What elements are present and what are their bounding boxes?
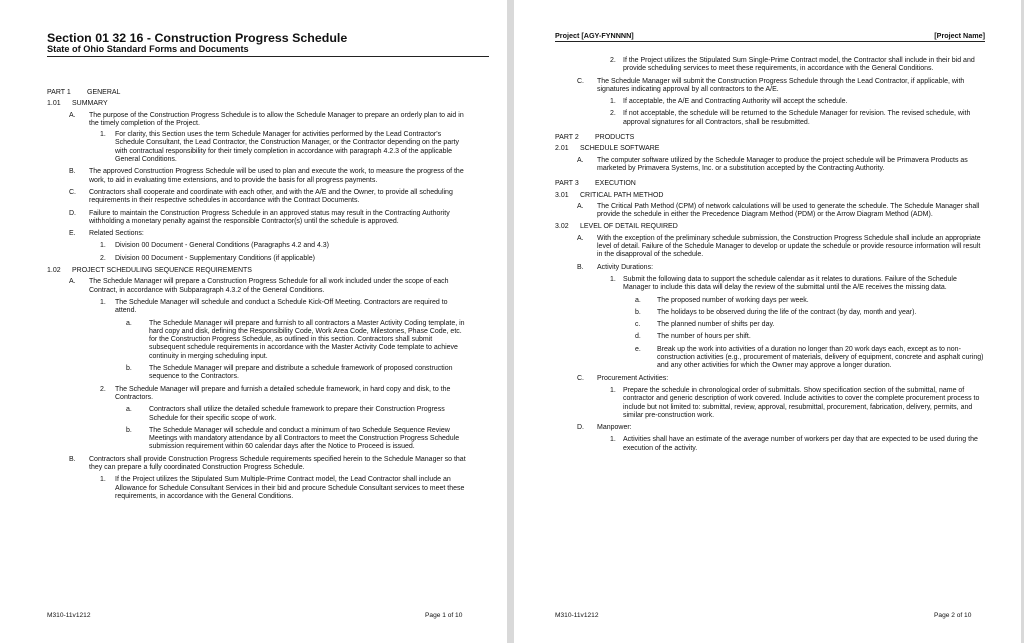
paragraph-text: LEVEL OF DETAIL REQUIRED [580, 223, 678, 231]
paragraph-text: GENERAL [87, 89, 121, 96]
paragraph-number: D. [69, 209, 76, 217]
paragraph [555, 57, 985, 74]
paragraph-text: Procurement Activities: [597, 374, 669, 382]
page-1-footer-page-number: Page 1 of 10 [425, 612, 463, 619]
page-2-footer-code: M310-11v1212 [555, 612, 599, 619]
section-heading [555, 145, 985, 153]
paragraph-text: EXECUTION [595, 180, 636, 188]
paragraph-number: d. [635, 333, 641, 341]
paragraph [47, 255, 467, 263]
paragraph [555, 309, 985, 317]
paragraph-number: 1. [100, 242, 106, 250]
paragraph-number: 2. [610, 110, 616, 118]
paragraph-text: If not acceptable, the schedule will be returned to the Schedule Manager for revision. The revised schedule, with approval signatures for all Contractors, shall be resubmitted. [623, 110, 971, 126]
paragraph-number: 1. [100, 131, 106, 139]
paragraph-text: The Schedule Manager will schedule and conduct a minimum of two Schedule Sequence Review Meetings with mandatory attendance by all Contractors to meet the Construction Progress Schedule submission requirement within 60 calendar days after the Notice to Proceed is issued. [149, 426, 460, 451]
paragraph [555, 424, 985, 432]
paragraph-number: 1. [100, 476, 106, 484]
part-heading [47, 89, 467, 97]
paragraph-text: The Schedule Manager will prepare a Construction Progress Schedule for all work included under the scope of each Contract, in accordance with Subparagraph 4.3.2 of the General Conditions. [89, 278, 449, 294]
paragraph-text: The purpose of the Construction Progress Schedule is to allow the Schedule Manager to prepare an orderly plan to aid in the timely completion of the Project. [89, 111, 464, 127]
paragraph-text: Related Sections: [89, 230, 144, 238]
paragraph-text: Failure to maintain the Construction Progress Schedule in an approved status may result in the Contracting Authority withholding a monetary penalty against the responsible Contractor(s) until the schedule is approved. [89, 209, 450, 225]
paragraph-text: The Schedule Manager will schedule and conduct a Schedule Kick-Off Meeting. Contractors are required to attend. [115, 298, 448, 315]
paragraph-number: 2. [610, 57, 616, 64]
section-heading [47, 100, 467, 108]
paragraph-number: A. [69, 111, 76, 119]
paragraph [47, 386, 467, 403]
paragraph [47, 242, 467, 250]
paragraph-number: b. [635, 308, 641, 316]
paragraph-number: e. [635, 345, 641, 353]
page-1-footer-code: M310-11v1212 [47, 612, 91, 619]
section-heading [47, 267, 467, 275]
page-2-body [555, 57, 985, 453]
paragraph-number: A. [69, 278, 76, 286]
paragraph-text: If the Project utilizes the Stipulated Sum Multiple-Prime Contract model, the Lead Contractor shall include an Allowance for Schedule Consultant Services in their bid and procure Schedule Consultant services to meet these requirements, in accordance with the General Conditions. [115, 476, 465, 500]
paragraph [555, 333, 985, 341]
paragraph-number: a. [126, 406, 132, 414]
paragraph-number: C. [69, 188, 76, 196]
paragraph-text: With the exception of the preliminary schedule submission, the Construction Progress Schedule shall include an appropriate level of detail. Failure of the Schedule Manager to develop or update the schedule or provide resource information will result in the disapproval of the schedule. [597, 234, 981, 259]
paragraph [555, 98, 985, 106]
paragraph [47, 189, 467, 206]
paragraph-text: The approved Construction Progress Schedule will be used to plan and execute the work, to measure the progress of the work, to aid in evaluating time extensions, and to provide the basis for all progress payments. [89, 168, 464, 184]
paragraph-text: The proposed number of working days per week. [657, 296, 809, 304]
paragraph-text: The Critical Path Method (CPM) of network calculations will be used to generate the schedule. The Schedule Manager shall provide the schedule in either the Precedence Diagram Method (PDM) or the Arrow Diagram Method (ADM). [597, 202, 980, 219]
paragraph-text: If acceptable, the A/E and Contracting Authority will accept the schedule. [623, 98, 848, 106]
paragraph [555, 203, 985, 220]
title-divider [47, 56, 489, 57]
paragraph-number: C. [577, 374, 584, 382]
paragraph-text: Contractors shall provide Construction Progress Schedule requirements specified herein to the Schedule Manager so that they can prepare a fully coordinated Construction Progress Schedule. [89, 455, 466, 471]
paragraph-number: c. [635, 321, 641, 329]
paragraph [555, 157, 985, 174]
paragraph-text: The Schedule Manager will prepare and distribute a schedule framework of proposed construction sequence to the Contractors. [149, 365, 453, 381]
paragraph-text: Contractors shall utilize the detailed schedule framework to prepare their Construction Progress Schedule for their specific scope of work. [149, 406, 445, 422]
paragraph-number: 1. [610, 98, 616, 106]
section-subtitle: State of Ohio Standard Forms and Documents [47, 44, 249, 54]
project-number: Project [AGY-FYNNNN] [555, 31, 634, 40]
paragraph [555, 321, 985, 329]
paragraph-number: 1. [610, 436, 616, 444]
part-heading [555, 134, 985, 142]
paragraph-text: CRITICAL PATH METHOD [580, 191, 664, 199]
paragraph [555, 264, 985, 272]
paragraph-number: E. [69, 230, 76, 238]
paragraph-number: a. [126, 319, 132, 327]
project-name: [Project Name] [934, 31, 985, 40]
paragraph [555, 375, 985, 383]
paragraph [47, 299, 467, 316]
paragraph [47, 230, 467, 238]
paragraph [47, 210, 467, 227]
paragraph [555, 436, 985, 453]
paragraph-number: D. [577, 424, 584, 432]
paragraph-text: The holidays to be observed during the life of the contract (by day, month and year). [657, 308, 917, 316]
paragraph [555, 297, 985, 305]
section-title: Section 01 32 16 - Construction Progress Schedule [47, 31, 348, 45]
paragraph-text: Submit the following data to support the schedule calendar as it relates to durations. Failure of the Schedule Manager to include this data will delay the review of the submittal until the A/E receives the missing data. [623, 275, 957, 292]
part-heading [555, 180, 985, 188]
page-2 [514, 0, 1021, 643]
paragraph-text: The Schedule Manager will prepare and furnish a detailed schedule framework, in hard copy and disk, to the Contractors. [115, 385, 451, 401]
paragraph-number: 2. [100, 385, 106, 393]
paragraph [47, 427, 467, 452]
paragraph-number: C. [577, 77, 584, 85]
paragraph-number: A. [577, 156, 584, 164]
paragraph [47, 131, 467, 164]
paragraph [555, 235, 985, 260]
paragraph [47, 456, 467, 473]
paragraph-text: Division 00 Document - Supplementary Conditions (if applicable) [115, 254, 315, 262]
paragraph-number: PART 1 [47, 89, 71, 96]
paragraph-text: For clarity, this Section uses the term Schedule Manager for activities performed by the Lead Contractor's Schedule Consultant, the Lead Contractor, the Construction Manager, or the Contractor depending on the party with contractual responsibility for their timely completion in accordance with paragraph 4.2.3 of the applicable General Conditions. [115, 131, 459, 164]
paragraph-number: B. [69, 455, 76, 463]
section-heading [555, 192, 985, 200]
paragraph [47, 406, 467, 423]
paragraph-text: SUMMARY [72, 100, 108, 108]
paragraph-number: B. [69, 168, 76, 176]
paragraph-number: a. [635, 296, 641, 304]
paragraph-text: The planned number of shifts per day. [657, 321, 775, 329]
page-1-body [47, 77, 467, 501]
paragraph [555, 110, 985, 127]
paragraph-number: b. [126, 365, 132, 373]
page-2-header [555, 30, 985, 42]
paragraph-text: Division 00 Document - General Conditions (Paragraphs 4.2 and 4.3) [115, 242, 330, 250]
paragraph-number: 1. [100, 298, 106, 306]
page-1 [0, 0, 507, 643]
paragraph [47, 476, 467, 501]
paragraph [555, 78, 985, 95]
paragraph [555, 276, 985, 293]
paragraph-number: 1.02 [47, 267, 61, 275]
paragraph-number: 1. [610, 275, 616, 283]
paragraph-text: Manpower: [597, 424, 632, 432]
paragraph-text: If the Project utilizes the Stipulated Sum Single-Prime Contract model, the Contractor shall include in their bid and provide scheduling services to meet these requirements, in accordance with the General Conditions. [623, 57, 975, 73]
paragraph-number: 1.01 [47, 100, 61, 108]
paragraph-text: Contractors shall cooperate and coordinate with each other, and with the A/E and the Owner, to provide all scheduling requirements in their respective schedules in accordance with the Contract Documents. [89, 188, 453, 205]
paragraph-text: PROJECT SCHEDULING SEQUENCE REQUIREMENTS [72, 267, 252, 275]
paragraph-text: The computer software utilized by the Schedule Manager to produce the project schedule will be Primavera Products as marketed by Primavera Systems, Inc. or a substitution accepted by the Contracting Authority. [597, 156, 968, 172]
section-heading [555, 223, 985, 231]
paragraph-number: A. [577, 202, 584, 210]
paragraph-number: 1. [610, 386, 616, 394]
paragraph-text: The Schedule Manager will prepare and furnish to all contractors a Master Activity Coding template, in hard copy and disk, defining the Responsibility Code, Work Area Code, Milestones, Phase Code, etc. for the Construction Progress Schedule, as outlined in this section. Contractors shall submit subsequent schedule requirements in accordance with the Master Activity Code template to achieve continuity in merging scheduling input. [149, 319, 465, 360]
paragraph-number: 3.02 [555, 223, 569, 231]
paragraph-text: Activity Durations: [597, 263, 654, 271]
paragraph [555, 387, 985, 420]
paragraph-text: SCHEDULE SOFTWARE [580, 145, 660, 153]
paragraph-text: The Schedule Manager will submit the Construction Progress Schedule through the Lead Contractor, if applicable, with signatures indicating approval by all contractors to the A/E. [597, 77, 965, 93]
paragraph-text: The number of hours per shift. [657, 333, 751, 341]
paragraph [47, 278, 467, 295]
paragraph [47, 168, 467, 185]
paragraph-text: PRODUCTS [595, 134, 635, 142]
paragraph-text: Prepare the schedule in chronological order of submittals. Show specification section of the submittal, name of contractor and generic description of work covered. Include activities to cover the complete procurement process to include but not limited to: submittal, review, approval, resubmittal, procurement, fabrication, delivery, permits, and similar pre-construction work. [623, 386, 980, 419]
paragraph-number: B. [577, 263, 584, 271]
paragraph-number: 3.01 [555, 191, 569, 199]
paragraph-text: Break up the work into activities of a duration no longer than 20 work days each, except as to non-construction activities (e.g., procurement of materials, delivery of equipment, concrete and asphalt curing) and any other activities for which the Owner may approve a longer duration. [657, 345, 984, 370]
paragraph-number: PART 3 [555, 180, 579, 188]
paragraph-number: 2. [100, 254, 106, 262]
paragraph-number: 2.01 [555, 145, 569, 153]
paragraph [47, 112, 467, 129]
paragraph [555, 346, 985, 371]
paragraph-number: A. [577, 234, 584, 242]
paragraph-number: PART 2 [555, 134, 579, 142]
paragraph-text: Activities shall have an estimate of the average number of workers per day that are expected to be used during the execution of the activity. [623, 436, 978, 452]
paragraph [47, 365, 467, 382]
paragraph-number: b. [126, 426, 132, 434]
paragraph [47, 320, 467, 361]
page-2-footer-page-number: Page 2 of 10 [934, 612, 972, 619]
